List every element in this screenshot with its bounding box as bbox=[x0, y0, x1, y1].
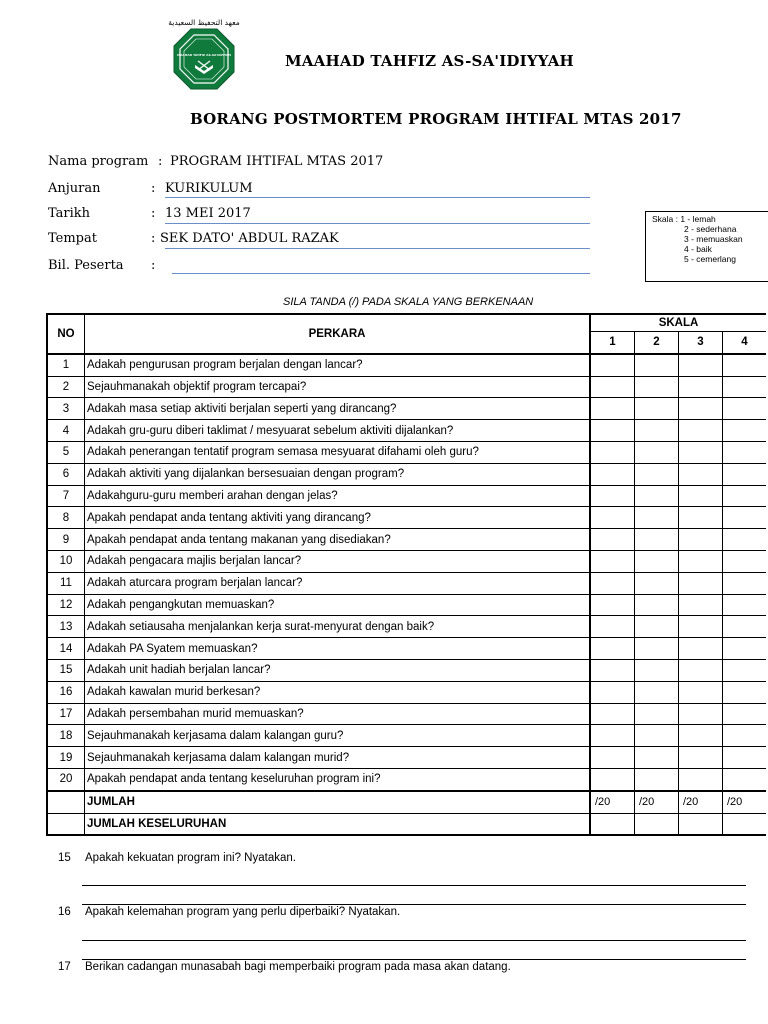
scale-checkbox-4[interactable] bbox=[723, 725, 767, 747]
row-number: 9 bbox=[47, 529, 85, 551]
scale-checkbox-3[interactable] bbox=[679, 659, 723, 681]
scale-checkbox-4[interactable] bbox=[723, 507, 767, 529]
scale-checkbox-3[interactable] bbox=[679, 747, 723, 769]
table-row bbox=[47, 354, 766, 376]
scale-checkbox-1[interactable] bbox=[590, 420, 635, 442]
row-question: Sejauhmanakah kerjasama dalam kalangan murid? bbox=[85, 747, 591, 769]
row-question: Adakah unit hadiah berjalan lancar? bbox=[85, 659, 591, 681]
row-question: Apakah pendapat anda tentang aktiviti yang dirancang? bbox=[85, 507, 591, 529]
scale-checkbox-4[interactable] bbox=[723, 376, 767, 398]
jumlah-keseluruhan-label: JUMLAH KESELURUHAN bbox=[85, 813, 591, 835]
row-question: Adakah PA Syatem memuaskan? bbox=[85, 638, 591, 660]
open-question-number: 17 bbox=[58, 961, 71, 973]
scale-checkbox-2[interactable] bbox=[635, 463, 679, 485]
scale-checkbox-3[interactable] bbox=[679, 529, 723, 551]
row-number: 11 bbox=[47, 572, 85, 594]
jumlah-value-2[interactable]: /20 bbox=[635, 791, 679, 813]
scale-checkbox-2[interactable] bbox=[635, 768, 679, 790]
scale-checkbox-3[interactable] bbox=[679, 594, 723, 616]
school-name: MAAHAD TAHFIZ AS-SA'IDIYYAH bbox=[285, 52, 574, 70]
row-number: 18 bbox=[47, 725, 85, 747]
row-question: Adakah setiausaha menjalankan kerja surat-menyurat dengan baik? bbox=[85, 616, 591, 638]
answer-line[interactable] bbox=[82, 885, 746, 886]
table-row bbox=[47, 529, 766, 551]
underline bbox=[165, 197, 590, 198]
info-label-anjuran: Anjuran bbox=[48, 181, 101, 196]
jumlah-value-4[interactable]: /20 bbox=[723, 791, 767, 813]
scale-checkbox-2[interactable] bbox=[635, 354, 679, 376]
scale-checkbox-4[interactable] bbox=[723, 768, 767, 790]
info-label-program: Nama program bbox=[48, 154, 149, 169]
scale-checkbox-4[interactable] bbox=[723, 594, 767, 616]
row-question: Adakah kawalan murid berkesan? bbox=[85, 681, 591, 703]
open-question-text: Berikan cadangan munasabah bagi memperbaiki program pada masa akan datang. bbox=[85, 961, 511, 973]
scale-checkbox-1[interactable] bbox=[590, 659, 635, 681]
scale-checkbox-1[interactable] bbox=[590, 594, 635, 616]
row-question: Adakah penerangan tentatif program semasa mesyuarat difahami oleh guru? bbox=[85, 441, 591, 463]
underline bbox=[165, 248, 590, 249]
row-number: 8 bbox=[47, 507, 85, 529]
scale-checkbox-4[interactable] bbox=[723, 441, 767, 463]
scale-checkbox-2[interactable] bbox=[635, 703, 679, 725]
answer-line[interactable] bbox=[82, 940, 746, 941]
row-question: Adakah aktiviti yang dijalankan bersesuaian dengan program? bbox=[85, 463, 591, 485]
scale-legend-item: 5 - cemerlang bbox=[684, 254, 736, 264]
underline bbox=[172, 273, 590, 274]
header-scale-4: 4 bbox=[723, 332, 767, 354]
scale-checkbox-1[interactable] bbox=[590, 463, 635, 485]
answer-line[interactable] bbox=[82, 959, 746, 960]
logo-arabic-text: معهد التحفيظ السعيدية bbox=[168, 18, 240, 27]
scale-checkbox-1[interactable] bbox=[590, 572, 635, 594]
table-row bbox=[47, 594, 766, 616]
scale-checkbox-2[interactable] bbox=[635, 376, 679, 398]
row-number: 16 bbox=[47, 681, 85, 703]
scale-checkbox-1[interactable] bbox=[590, 747, 635, 769]
scale-checkbox-2[interactable] bbox=[635, 616, 679, 638]
scale-checkbox-1[interactable] bbox=[590, 703, 635, 725]
scale-checkbox-2[interactable] bbox=[635, 398, 679, 420]
info-label-tarikh: Tarikh bbox=[48, 206, 91, 221]
jumlah-row bbox=[47, 791, 766, 813]
scale-checkbox-2[interactable] bbox=[635, 725, 679, 747]
scale-legend-item: 3 - memuaskan bbox=[684, 234, 743, 244]
table-row bbox=[47, 550, 766, 572]
jumlah-keseluruhan-cell[interactable] bbox=[723, 813, 767, 835]
scale-checkbox-3[interactable] bbox=[679, 441, 723, 463]
scale-checkbox-1[interactable] bbox=[590, 354, 635, 376]
scale-checkbox-4[interactable] bbox=[723, 747, 767, 769]
scale-checkbox-1[interactable] bbox=[590, 725, 635, 747]
scale-checkbox-3[interactable] bbox=[679, 550, 723, 572]
row-number: 2 bbox=[47, 376, 85, 398]
scale-checkbox-2[interactable] bbox=[635, 747, 679, 769]
scale-legend bbox=[645, 211, 768, 282]
row-question: Apakah pendapat anda tentang keseluruhan program ini? bbox=[85, 768, 591, 790]
answer-line[interactable] bbox=[82, 904, 746, 905]
table-row bbox=[47, 441, 766, 463]
info-colon: : bbox=[151, 181, 156, 196]
open-question-text: Apakah kelemahan program yang perlu diperbaiki? Nyatakan. bbox=[85, 906, 401, 918]
scale-checkbox-3[interactable] bbox=[679, 507, 723, 529]
row-question: Adakah pengacara majlis berjalan lancar? bbox=[85, 550, 591, 572]
row-number: 19 bbox=[47, 747, 85, 769]
jumlah-keseluruhan-cell[interactable] bbox=[679, 813, 723, 835]
scale-checkbox-4[interactable] bbox=[723, 420, 767, 442]
scale-checkbox-2[interactable] bbox=[635, 485, 679, 507]
jumlah-no-cell bbox=[47, 791, 85, 813]
row-question: Adakah pengangkutan memuaskan? bbox=[85, 594, 591, 616]
row-number: 7 bbox=[47, 485, 85, 507]
scale-checkbox-3[interactable] bbox=[679, 485, 723, 507]
scale-checkbox-1[interactable] bbox=[590, 529, 635, 551]
row-question: Adakah persembahan murid memuaskan? bbox=[85, 703, 591, 725]
row-number: 15 bbox=[47, 659, 85, 681]
scale-checkbox-3[interactable] bbox=[679, 725, 723, 747]
scale-checkbox-4[interactable] bbox=[723, 703, 767, 725]
row-number: 1 bbox=[47, 354, 85, 376]
logo-inner-text: MAAHAD TAHFIZ AS-SA'IDIYYAH bbox=[177, 53, 231, 57]
scale-checkbox-3[interactable] bbox=[679, 638, 723, 660]
table-row bbox=[47, 659, 766, 681]
table-row bbox=[47, 747, 766, 769]
info-label-tempat: Tempat bbox=[48, 231, 97, 246]
scale-checkbox-1[interactable] bbox=[590, 638, 635, 660]
info-colon: : bbox=[151, 258, 156, 273]
open-question-number: 15 bbox=[58, 852, 71, 864]
jumlah-keseluruhan-cell[interactable] bbox=[590, 813, 635, 835]
header-scale-2: 2 bbox=[635, 332, 679, 354]
jumlah-keseluruhan-no-cell bbox=[47, 813, 85, 835]
row-number: 13 bbox=[47, 616, 85, 638]
scale-checkbox-1[interactable] bbox=[590, 768, 635, 790]
info-value-tarikh[interactable]: 13 MEI 2017 bbox=[165, 206, 251, 221]
scale-checkbox-4[interactable] bbox=[723, 354, 767, 376]
scale-checkbox-4[interactable] bbox=[723, 398, 767, 420]
scale-legend-item: Skala : 1 - lemah bbox=[652, 214, 716, 224]
info-value-tempat[interactable]: SEK DATO' ABDUL RAZAK bbox=[160, 231, 339, 246]
header-no: NO bbox=[47, 314, 85, 354]
info-label-peserta: Bil. Peserta bbox=[48, 258, 124, 273]
table-row bbox=[47, 725, 766, 747]
school-logo bbox=[162, 15, 240, 90]
jumlah-label: JUMLAH bbox=[85, 791, 591, 813]
scale-checkbox-1[interactable] bbox=[590, 550, 635, 572]
open-question-text: Apakah kekuatan program ini? Nyatakan. bbox=[85, 852, 296, 864]
scale-checkbox-2[interactable] bbox=[635, 529, 679, 551]
scale-checkbox-1[interactable] bbox=[590, 441, 635, 463]
scale-checkbox-4[interactable] bbox=[723, 529, 767, 551]
jumlah-value-3[interactable]: /20 bbox=[679, 791, 723, 813]
scale-checkbox-2[interactable] bbox=[635, 638, 679, 660]
row-number: 12 bbox=[47, 594, 85, 616]
scale-checkbox-4[interactable] bbox=[723, 638, 767, 660]
scale-checkbox-2[interactable] bbox=[635, 420, 679, 442]
scale-checkbox-3[interactable] bbox=[679, 376, 723, 398]
row-question: Adakah masa setiap aktiviti berjalan seperti yang dirancang? bbox=[85, 398, 591, 420]
scale-checkbox-4[interactable] bbox=[723, 485, 767, 507]
jumlah-value-1[interactable]: /20 bbox=[590, 791, 635, 813]
table-row bbox=[47, 376, 766, 398]
scale-checkbox-2[interactable] bbox=[635, 507, 679, 529]
scale-checkbox-3[interactable] bbox=[679, 420, 723, 442]
scale-checkbox-4[interactable] bbox=[723, 659, 767, 681]
scale-checkbox-1[interactable] bbox=[590, 376, 635, 398]
table-row bbox=[47, 681, 766, 703]
scale-checkbox-2[interactable] bbox=[635, 681, 679, 703]
row-question: Adakah gru-guru diberi taklimat / mesyuarat sebelum aktiviti dijalankan? bbox=[85, 420, 591, 442]
scale-checkbox-1[interactable] bbox=[590, 398, 635, 420]
table-row bbox=[47, 463, 766, 485]
info-colon: : bbox=[151, 231, 156, 246]
scale-checkbox-2[interactable] bbox=[635, 659, 679, 681]
table-row bbox=[47, 507, 766, 529]
scale-checkbox-3[interactable] bbox=[679, 572, 723, 594]
jumlah-keseluruhan-row bbox=[47, 813, 766, 835]
row-number: 20 bbox=[47, 768, 85, 790]
form-title: BORANG POSTMORTEM PROGRAM IHTIFAL MTAS 2017 bbox=[190, 110, 682, 128]
header-skala: SKALA bbox=[590, 314, 766, 332]
row-question: Sejauhmanakah kerjasama dalam kalangan guru? bbox=[85, 725, 591, 747]
jumlah-keseluruhan-cell[interactable] bbox=[635, 813, 679, 835]
header-scale-1: 1 bbox=[590, 332, 635, 354]
row-number: 10 bbox=[47, 550, 85, 572]
row-question: Adakah pengurusan program berjalan dengan lancar? bbox=[85, 354, 591, 376]
scale-checkbox-2[interactable] bbox=[635, 572, 679, 594]
scale-checkbox-3[interactable] bbox=[679, 703, 723, 725]
row-number: 5 bbox=[47, 441, 85, 463]
header-scale-3: 3 bbox=[679, 332, 723, 354]
row-question: Sejauhmanakah objektif program tercapai? bbox=[85, 376, 591, 398]
scale-checkbox-3[interactable] bbox=[679, 681, 723, 703]
scale-checkbox-2[interactable] bbox=[635, 441, 679, 463]
scale-checkbox-3[interactable] bbox=[679, 398, 723, 420]
row-question: Apakah pendapat anda tentang makanan yang disediakan? bbox=[85, 529, 591, 551]
table-row bbox=[47, 616, 766, 638]
scale-checkbox-4[interactable] bbox=[723, 572, 767, 594]
scale-checkbox-4[interactable] bbox=[723, 681, 767, 703]
info-value-anjuran[interactable]: KURIKULUM bbox=[165, 181, 253, 196]
scale-legend-item: 4 - baik bbox=[684, 244, 712, 254]
scale-checkbox-1[interactable] bbox=[590, 485, 635, 507]
scale-checkbox-4[interactable] bbox=[723, 616, 767, 638]
scale-checkbox-1[interactable] bbox=[590, 507, 635, 529]
info-value-program[interactable]: PROGRAM IHTIFAL MTAS 2017 bbox=[170, 154, 384, 169]
row-question: Adakah aturcara program berjalan lancar? bbox=[85, 572, 591, 594]
row-number: 3 bbox=[47, 398, 85, 420]
scale-checkbox-3[interactable] bbox=[679, 768, 723, 790]
row-number: 6 bbox=[47, 463, 85, 485]
checklist-table bbox=[46, 313, 766, 836]
scale-checkbox-3[interactable] bbox=[679, 616, 723, 638]
table-row bbox=[47, 638, 766, 660]
scale-checkbox-2[interactable] bbox=[635, 550, 679, 572]
row-number: 4 bbox=[47, 420, 85, 442]
table-row bbox=[47, 572, 766, 594]
scale-checkbox-1[interactable] bbox=[590, 616, 635, 638]
scale-checkbox-1[interactable] bbox=[590, 681, 635, 703]
underline bbox=[165, 223, 590, 224]
row-number: 14 bbox=[47, 638, 85, 660]
scale-legend-item: 2 - sederhana bbox=[684, 224, 737, 234]
header-perkara: PERKARA bbox=[85, 314, 591, 354]
scale-checkbox-4[interactable] bbox=[723, 550, 767, 572]
table-row bbox=[47, 398, 766, 420]
table-row bbox=[47, 485, 766, 507]
row-number: 17 bbox=[47, 703, 85, 725]
scale-checkbox-4[interactable] bbox=[723, 463, 767, 485]
instruction-text: SILA TANDA (/) PADA SKALA YANG BERKENAAN bbox=[283, 296, 534, 308]
row-question: Adakahguru-guru memberi arahan dengan jelas? bbox=[85, 485, 591, 507]
info-colon: : bbox=[158, 154, 163, 169]
info-colon: : bbox=[151, 206, 156, 221]
table-row bbox=[47, 768, 766, 790]
table-row bbox=[47, 420, 766, 442]
scale-checkbox-3[interactable] bbox=[679, 463, 723, 485]
scale-checkbox-3[interactable] bbox=[679, 354, 723, 376]
table-row bbox=[47, 703, 766, 725]
table-header-row bbox=[47, 314, 766, 332]
open-question-number: 16 bbox=[58, 906, 71, 918]
scale-checkbox-2[interactable] bbox=[635, 594, 679, 616]
